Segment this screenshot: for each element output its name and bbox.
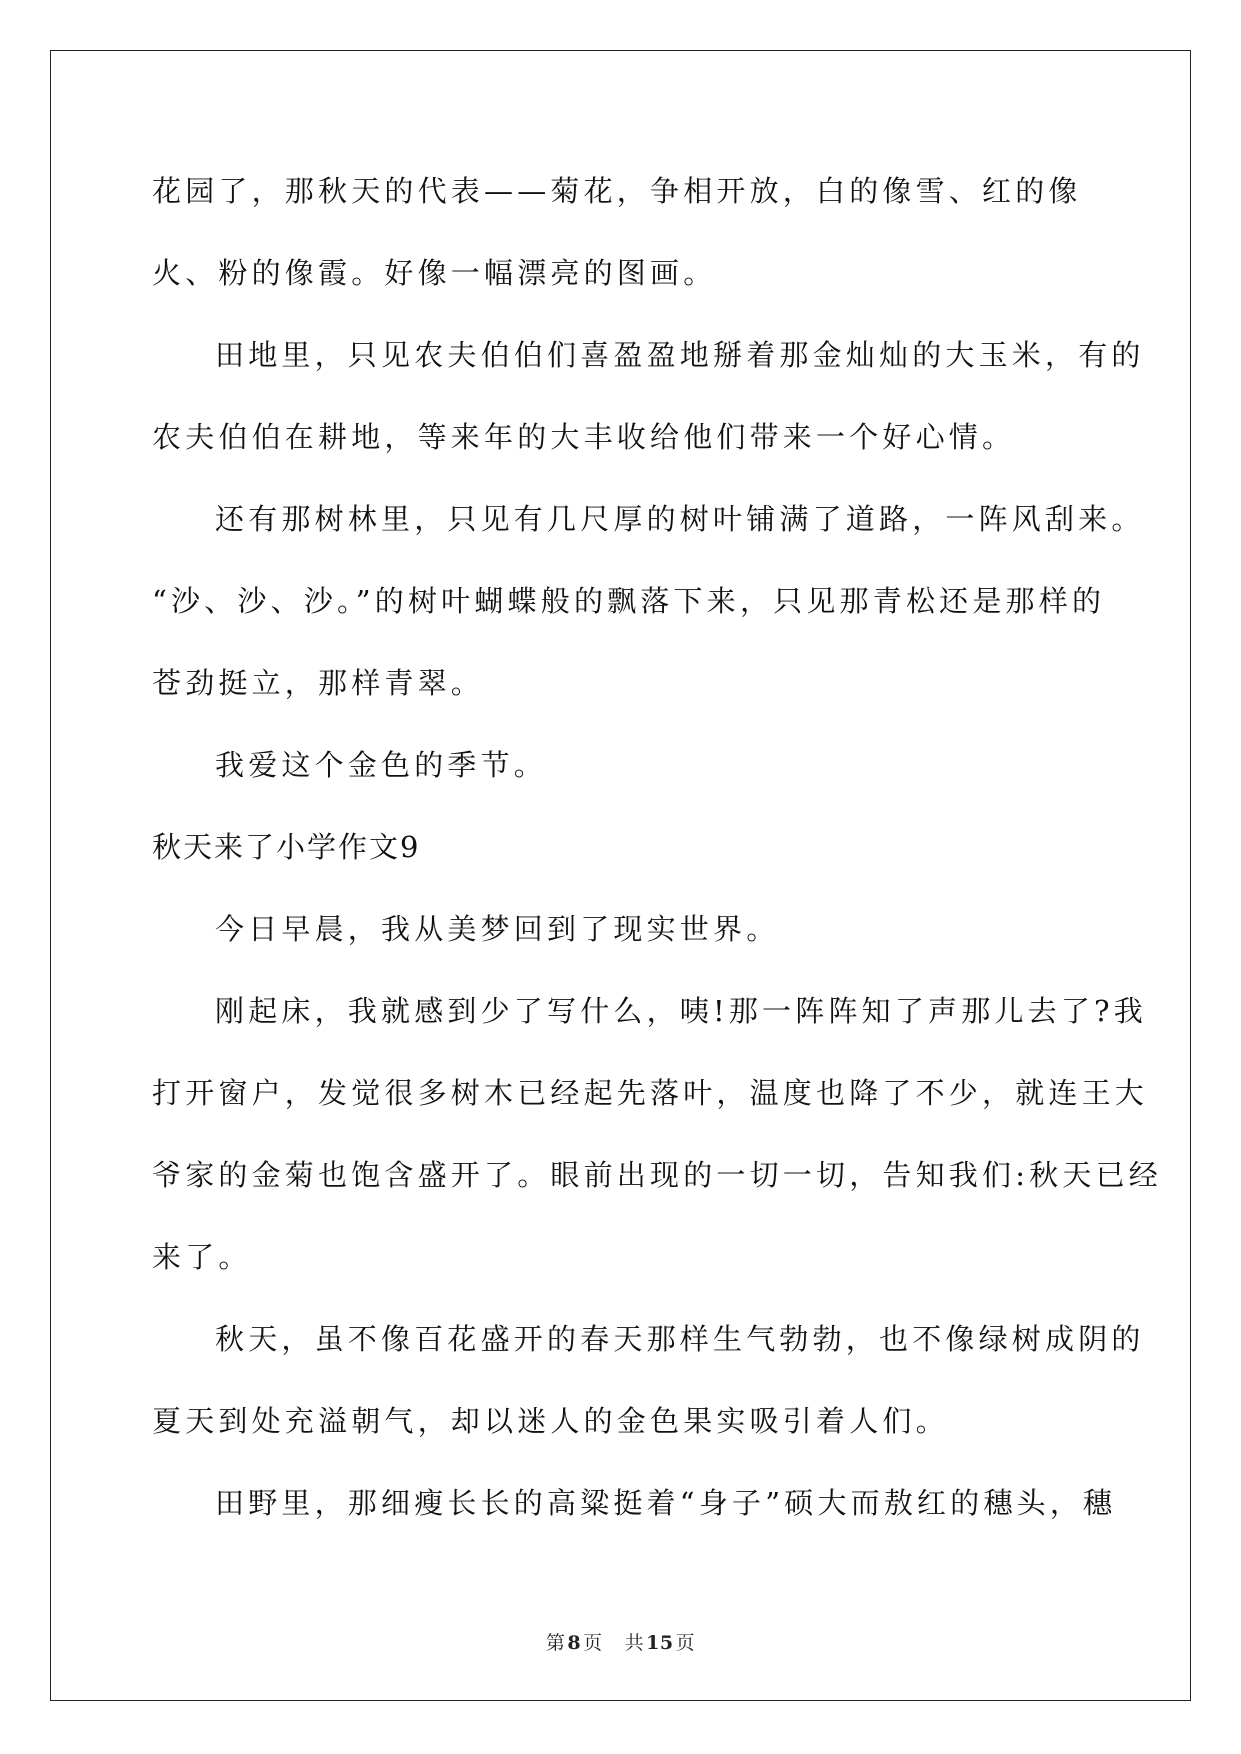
text-line: 火、粉的像霞。好像一幅漂亮的图画。	[152, 256, 717, 290]
total-pages: 15	[646, 1632, 674, 1654]
paragraph-start: 田野里，那细瘦长长的高粱挺着“身子”硕大而敖红的穗头，穗	[215, 1486, 1117, 1520]
paragraph-start: 还有那树林里，只见有几尺厚的树叶铺满了道路，一阵风刮来。	[215, 502, 1145, 536]
total-suffix: 页	[675, 1632, 696, 1654]
text-line: “沙、沙、沙。”的树叶蝴蝶般的飘落下来，只见那青松还是那样的	[152, 584, 1106, 618]
page-footer	[0, 1628, 1241, 1655]
paragraph-start: 刚起床，我就感到少了写什么，咦!那一阵阵知了声那儿去了?我	[215, 994, 1148, 1028]
total-prefix: 共	[624, 1632, 645, 1654]
page-suffix: 页	[583, 1632, 603, 1654]
paragraph-start: 田地里，只见农夫伯伯们喜盈盈地掰着那金灿灿的大玉米，有的	[215, 338, 1145, 372]
paragraph-start: 秋天，虽不像百花盛开的春天那样生气勃勃，也不像绿树成阴的	[215, 1322, 1145, 1356]
text-line: 花园了，那秋天的代表——菊花，争相开放，白的像雪、红的像	[152, 174, 1082, 208]
text-line: 农夫伯伯在耕地，等来年的大丰收给他们带来一个好心情。	[152, 420, 1016, 454]
paragraph-start: 今日早晨，我从美梦回到了现实世界。	[215, 912, 780, 946]
section-heading: 秋天来了小学作文9	[152, 830, 421, 864]
page-prefix: 第	[545, 1632, 566, 1654]
text-line: 打开窗户，发觉很多树木已经起先落叶，温度也降了不少，就连王大	[152, 1076, 1149, 1110]
text-line: 爷家的金菊也饱含盛开了。眼前出现的一切一切，告知我们:秋天已经	[152, 1158, 1162, 1192]
page-number: 8	[567, 1632, 582, 1654]
document-body	[152, 160, 1162, 1554]
text-line: 来了。	[152, 1240, 252, 1274]
text-line: 夏天到处充溢朝气，却以迷人的金色果实吸引着人们。	[152, 1404, 949, 1438]
text-line: 苍劲挺立，那样青翠。	[152, 666, 485, 700]
paragraph-start: 我爱这个金色的季节。	[215, 748, 548, 782]
